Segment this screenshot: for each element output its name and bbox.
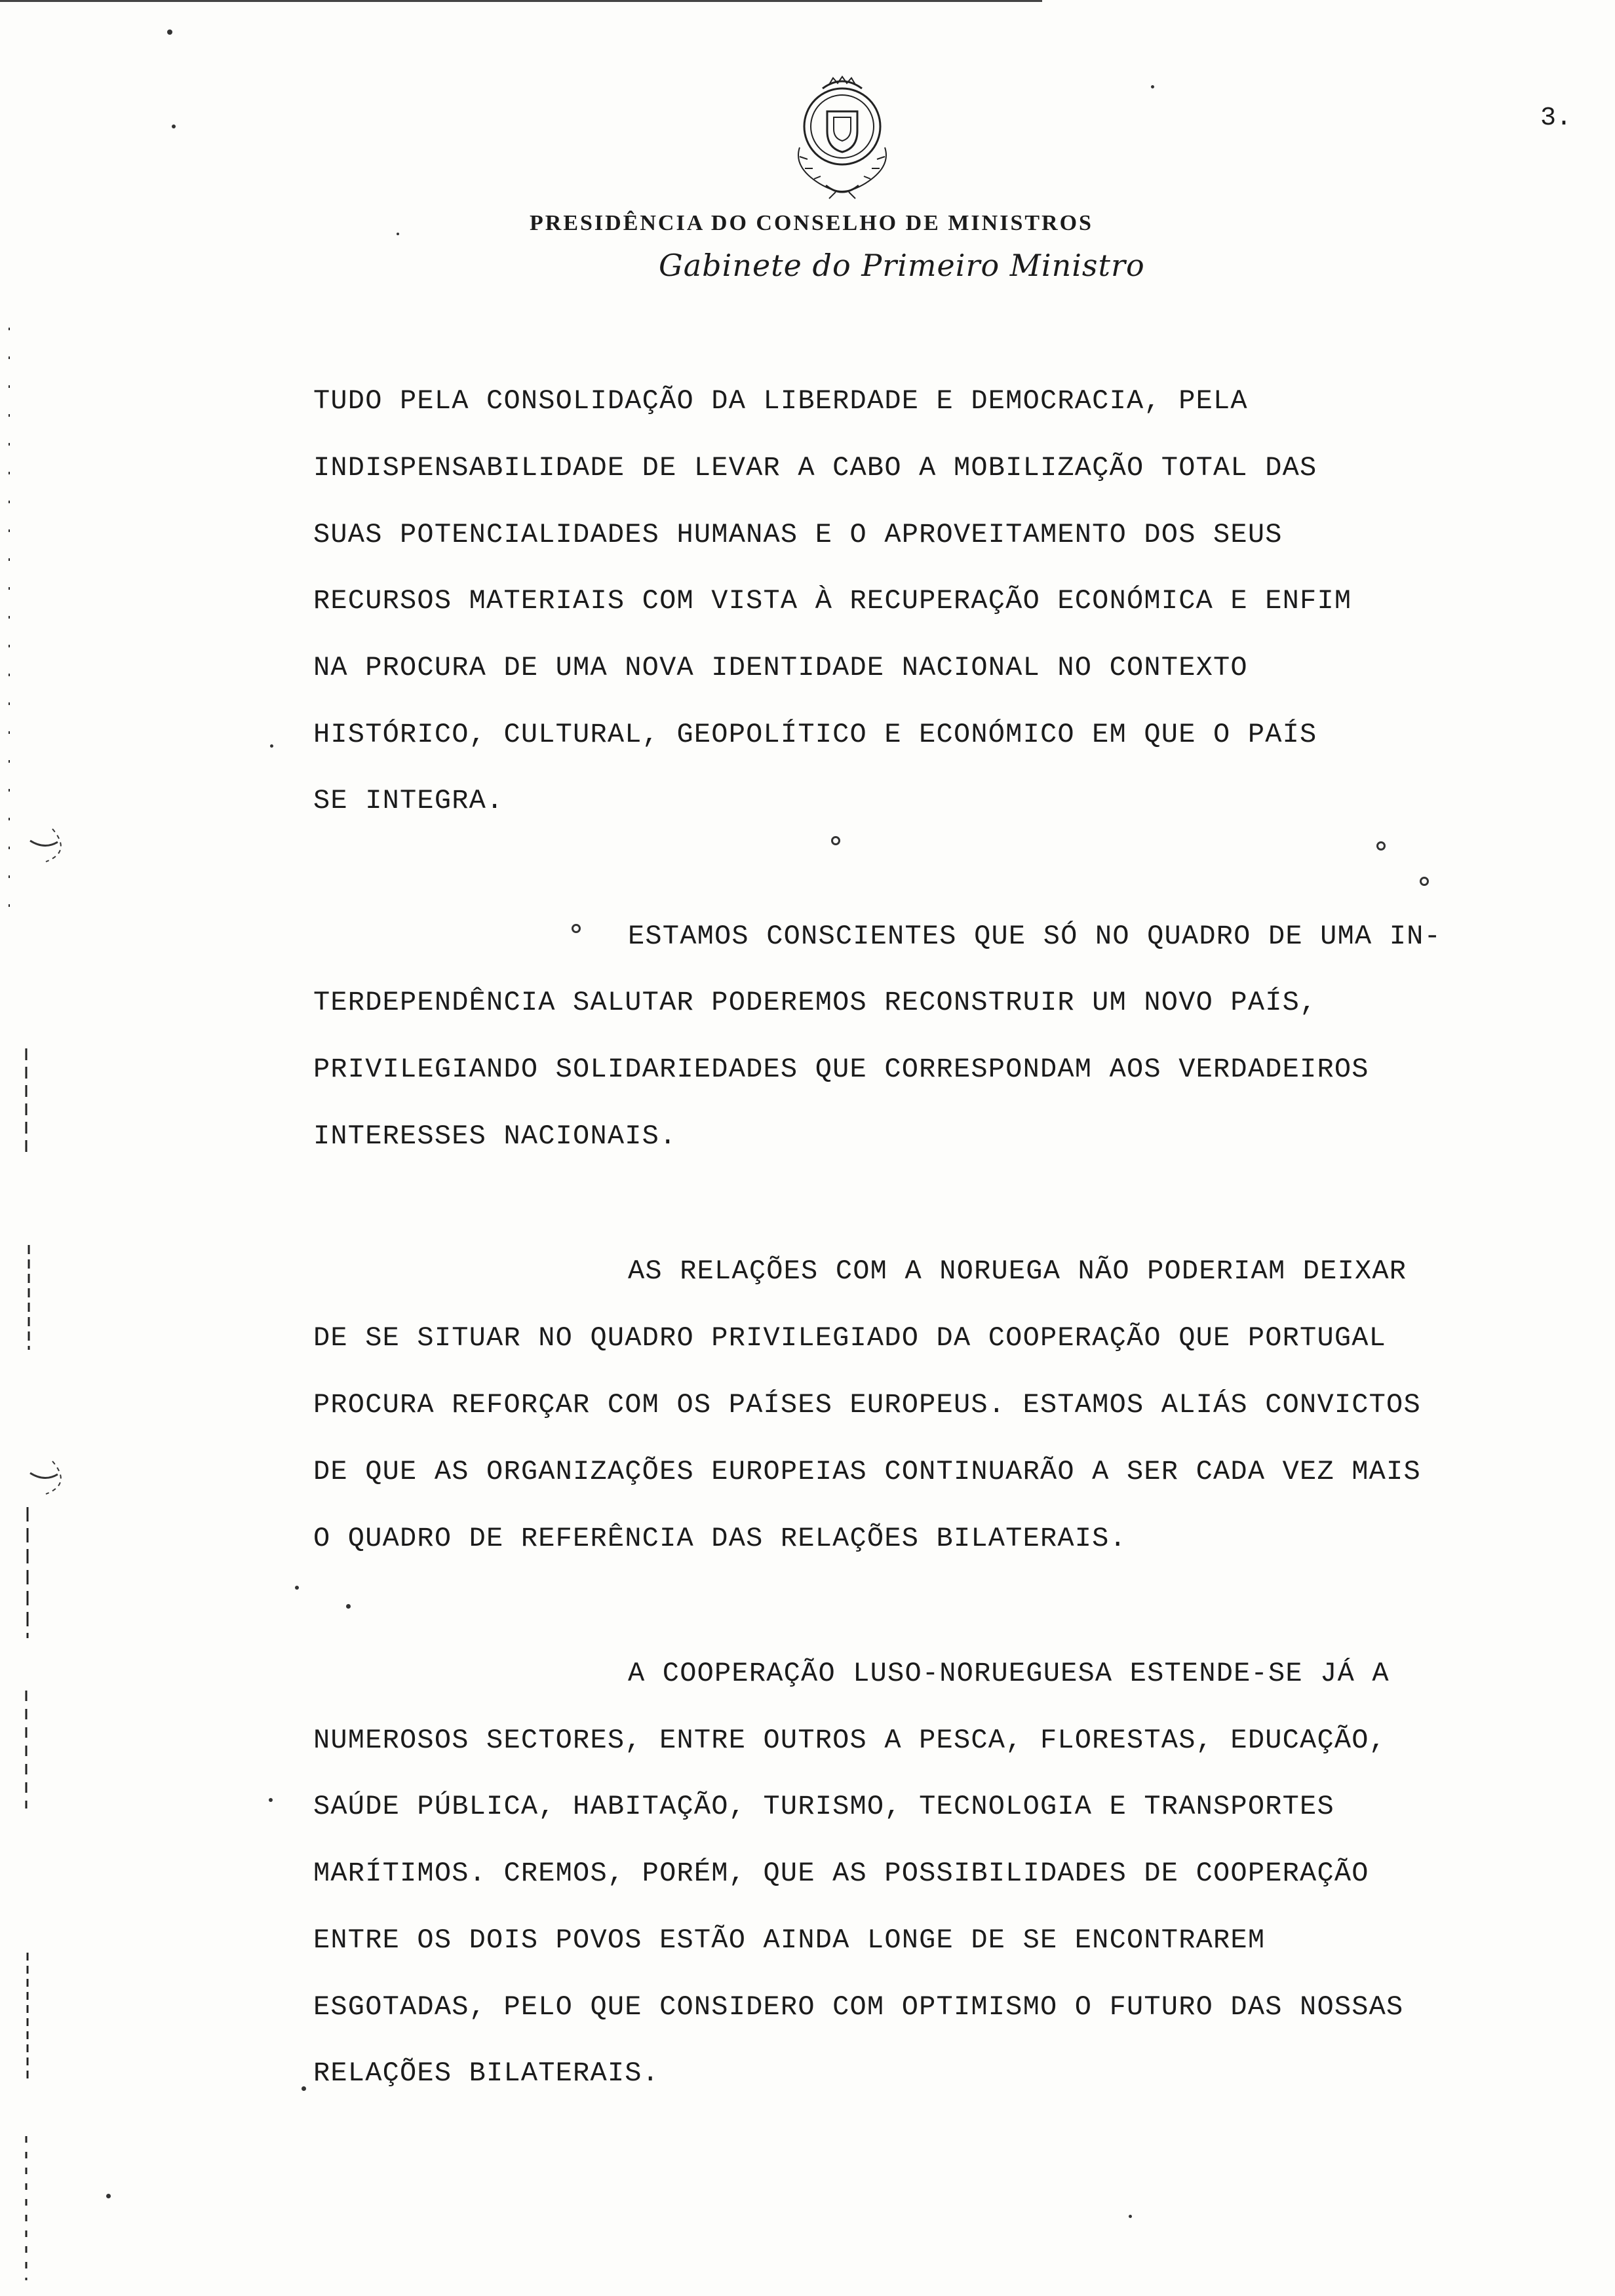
scan-ring-mark bbox=[1376, 841, 1386, 851]
text-line: NA PROCURA DE UMA NOVA IDENTIDADE NACIONAL NO CONTEXTO bbox=[313, 652, 1248, 683]
text-line: PROCURA REFORÇAR COM OS PAÍSES EUROPEUS. ESTAMOS ALIÁS CONVICTOS bbox=[313, 1389, 1421, 1421]
page-number: 3. bbox=[1540, 104, 1572, 133]
text-line: PRIVILEGIANDO SOLIDARIEDADES QUE CORRESPONDAM AOS VERDADEIROS bbox=[313, 1054, 1369, 1085]
header-subtitle: Gabinete do Primeiro Ministro bbox=[659, 248, 1145, 283]
scan-ring-mark bbox=[831, 836, 840, 845]
text-line: INTERESSES NACIONAIS. bbox=[313, 1120, 677, 1152]
text-line: SAÚDE PÚBLICA, HABITAÇÃO, TURISMO, TECNOLOGIA E TRANSPORTES bbox=[313, 1791, 1334, 1822]
header-title: PRESIDÊNCIA DO CONSELHO DE MINISTROS bbox=[530, 211, 1093, 235]
scan-speck bbox=[397, 233, 399, 235]
text-line: NUMEROSOS SECTORES, ENTRE OUTROS A PESCA, FLORESTAS, EDUCAÇÃO, bbox=[313, 1725, 1387, 1756]
text-line: MARÍTIMOS. CREMOS, PORÉM, QUE AS POSSIBILIDADES DE COOPERAÇÃO bbox=[313, 1858, 1369, 1889]
text-line: SUAS POTENCIALIDADES HUMANAS E O APROVEITAMENTO DOS SEUS bbox=[313, 519, 1283, 550]
text-line: RELAÇÕES BILATERAIS. bbox=[313, 2057, 660, 2089]
scan-speck bbox=[269, 1798, 273, 1802]
scan-ring-mark bbox=[1420, 877, 1429, 886]
top-scan-rule bbox=[0, 0, 1042, 2]
text-line: TERDEPENDÊNCIA SALUTAR PODEREMOS RECONSTRUIR UM NOVO PAÍS, bbox=[313, 987, 1317, 1018]
text-line: HISTÓRICO, CULTURAL, GEOPOLÍTICO E ECONÓMICO EM QUE O PAÍS bbox=[313, 719, 1317, 750]
text-line: ENTRE OS DOIS POVOS ESTÃO AINDA LONGE DE SE ENCONTRAREM bbox=[313, 1924, 1266, 1956]
text-line: TUDO PELA CONSOLIDAÇÃO DA LIBERDADE E DEMOCRACIA, PELA bbox=[313, 385, 1248, 417]
scan-speck bbox=[1129, 2215, 1132, 2218]
scan-speck bbox=[270, 744, 273, 748]
text-line: SE INTEGRA. bbox=[313, 785, 504, 816]
scan-speck bbox=[106, 2194, 111, 2198]
scan-speck bbox=[346, 1604, 351, 1609]
coat-of-arms-icon bbox=[773, 75, 911, 200]
text-line: RECURSOS MATERIAIS COM VISTA À RECUPERAÇÃO ECONÓMICA E ENFIM bbox=[313, 585, 1352, 617]
margin-binding-marks bbox=[0, 0, 79, 2296]
text-line: A COOPERAÇÃO LUSO-NORUEGUESA ESTENDE-SE JÁ A bbox=[628, 1658, 1390, 1689]
text-line: ESTAMOS CONSCIENTES QUE SÓ NO QUADRO DE UMA IN- bbox=[628, 921, 1441, 952]
text-line: AS RELAÇÕES COM A NORUEGA NÃO PODERIAM DEIXAR bbox=[628, 1255, 1407, 1287]
scan-speck bbox=[295, 1586, 299, 1590]
scan-speck bbox=[1151, 85, 1154, 88]
text-line: INDISPENSABILIDADE DE LEVAR A CABO A MOBILIZAÇÃO TOTAL DAS bbox=[313, 452, 1317, 484]
text-line: DE SE SITUAR NO QUADRO PRIVILEGIADO DA COOPERAÇÃO QUE PORTUGAL bbox=[313, 1322, 1387, 1354]
scan-speck bbox=[167, 29, 172, 35]
text-line: ESGOTADAS, PELO QUE CONSIDERO COM OPTIMISMO O FUTURO DAS NOSSAS bbox=[313, 1991, 1404, 2023]
scan-speck bbox=[302, 2086, 306, 2091]
scan-ring-mark bbox=[572, 924, 581, 933]
text-line: DE QUE AS ORGANIZAÇÕES EUROPEIAS CONTINUARÃO A SER CADA VEZ MAIS bbox=[313, 1456, 1421, 1487]
scan-speck bbox=[172, 124, 176, 128]
text-line: O QUADRO DE REFERÊNCIA DAS RELAÇÕES BILATERAIS. bbox=[313, 1523, 1127, 1554]
